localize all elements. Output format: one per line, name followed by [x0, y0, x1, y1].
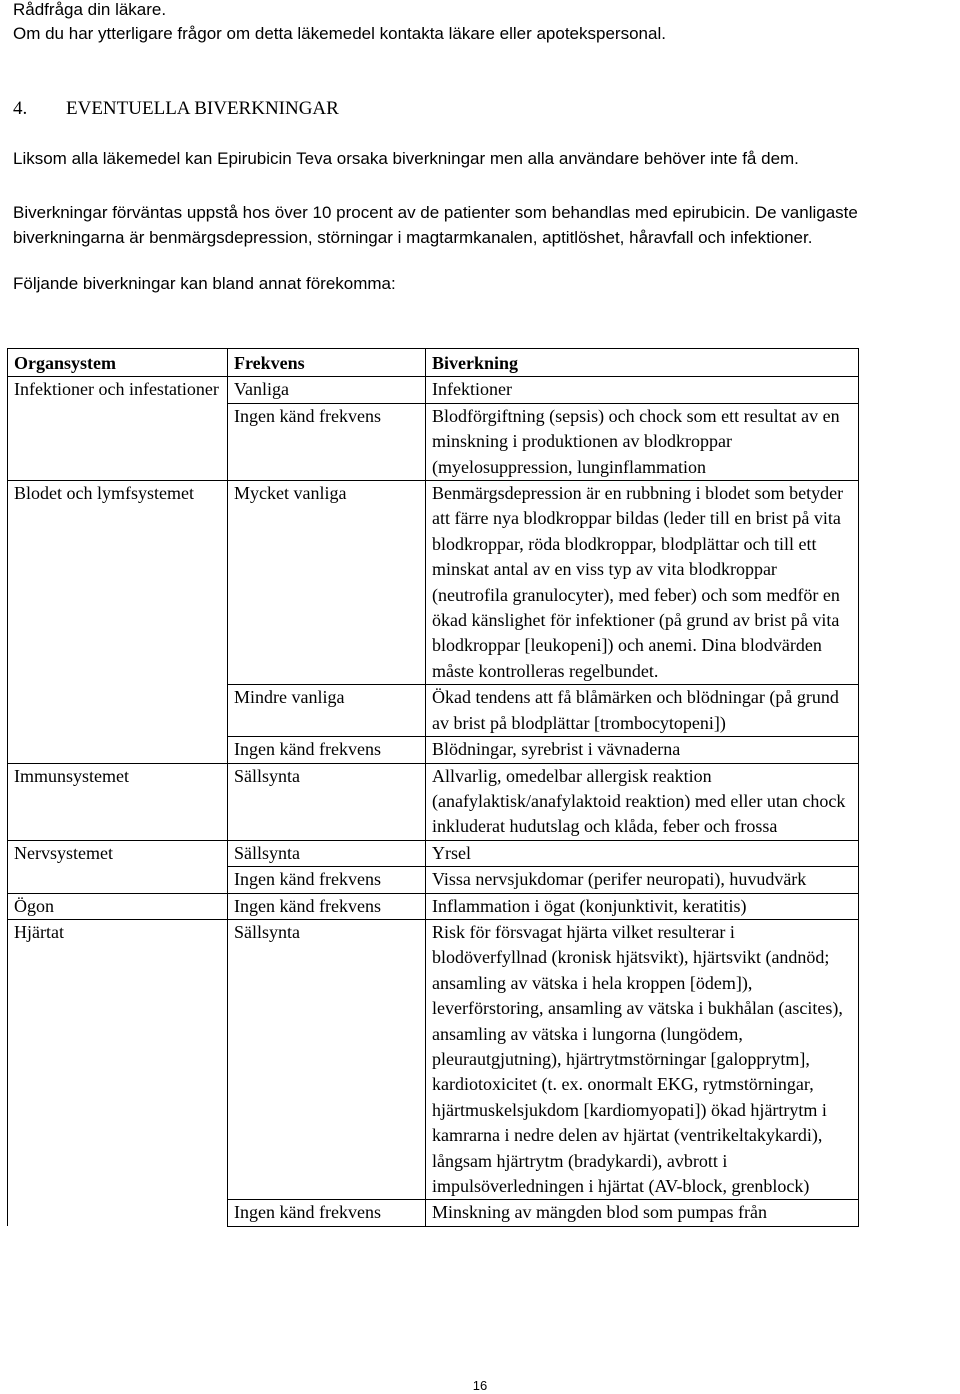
effect-cell: Inflammation i ögat (konjunktivit, keratitis) [426, 893, 859, 919]
effect-cell: Allvarlig, omedelbar allergisk reaktion (anafylaktisk/anafylaktoid reaktion) med eller utan chock inkluderat hudutslag och klåda, feber och frossa [426, 763, 859, 840]
paragraph-side-effects-general: Liksom alla läkemedel kan Epirubicin Teva orsaka biverkningar men alla användare behöver inte få dem. [13, 149, 799, 168]
effect-cell: Yrsel [426, 840, 859, 866]
organ-cell: Blodet och lymfsystemet [8, 481, 228, 763]
table-row [8, 919, 859, 1199]
frequency-cell: Ingen känd frekvens [228, 403, 426, 480]
table-row [8, 377, 859, 403]
effect-cell: Vissa nervsjukdomar (perifer neuropati), huvudvärk [426, 867, 859, 893]
paragraph-side-effects-list-intro: Följande biverkningar kan bland annat förekomma: [13, 274, 396, 293]
header-organsystem: Organsystem [8, 349, 228, 377]
effect-cell: Benmärgsdepression är en rubbning i blodet som betyder att färre nya blodkroppar bildas (leder till en brist på vita blodkroppar, röda blodkroppar, blodplättar och till ett minskat antal av en viss typ av vita blodkroppar (neutrofila granulocyter), med feber) och som medför en ökad känslighet för infektioner (på grund av brist på vita blodkroppar [leukopeni]) och anemi. Dina blodvärden måste kontrolleras regelbundet. [426, 481, 859, 685]
table-row [8, 481, 859, 685]
frequency-cell: Sällsynta [228, 919, 426, 1199]
section-heading [13, 98, 339, 120]
effect-cell: Minskning av mängden blod som pumpas från [426, 1200, 859, 1226]
page-number: 16 [472, 1378, 488, 1393]
organ-cell: Hjärtat [8, 919, 228, 1226]
section-title: EVENTUELLA BIVERKNINGAR [66, 98, 339, 119]
organ-cell: Immunsystemet [8, 763, 228, 840]
table-row [8, 840, 859, 866]
organ-cell: Ögon [8, 893, 228, 919]
section-number: 4. [13, 98, 28, 119]
frequency-cell: Mycket vanliga [228, 481, 426, 685]
organ-cell: Nervsystemet [8, 840, 228, 893]
header-frekvens: Frekvens [228, 349, 426, 377]
frequency-cell: Ingen känd frekvens [228, 893, 426, 919]
table-header-row [8, 349, 859, 377]
frequency-cell: Ingen känd frekvens [228, 867, 426, 893]
table-row [8, 893, 859, 919]
frequency-cell: Sällsynta [228, 763, 426, 840]
frequency-cell: Ingen känd frekvens [228, 1200, 426, 1226]
frequency-cell: Ingen känd frekvens [228, 737, 426, 763]
paragraph-side-effects-frequency: Biverkningar förväntas uppstå hos över 10 procent av de patienter som behandlas med epirubicin. De vanligaste biverkningarna är benmärgsdepression, störningar i magtarmkanalen, aptitlöshet, håravfall och infektioner. [13, 203, 858, 247]
intro-line-1: Rådfråga din läkare. [13, 0, 167, 19]
frequency-cell: Vanliga [228, 377, 426, 403]
organ-cell: Infektioner och infestationer [8, 377, 228, 481]
header-biverkning: Biverkning [426, 349, 859, 377]
effect-cell: Blödningar, syrebrist i vävnaderna [426, 737, 859, 763]
side-effects-table [7, 348, 859, 1227]
frequency-cell: Sällsynta [228, 840, 426, 866]
effect-cell: Ökad tendens att få blåmärken och blödningar (på grund av brist på blodplättar [trombocytopeni]) [426, 685, 859, 737]
effect-cell: Blodförgiftning (sepsis) och chock som ett resultat av en minskning i produktionen av blodkroppar (myelosuppression, lunginflammation [426, 403, 859, 480]
intro-line-2: Om du har ytterligare frågor om detta läkemedel kontakta läkare eller apotekspersonal. [13, 24, 666, 43]
table-row [8, 763, 859, 840]
effect-cell: Infektioner [426, 377, 859, 403]
frequency-cell: Mindre vanliga [228, 685, 426, 737]
effect-cell: Risk för försvagat hjärta vilket resulterar i blodöverfyllnad (kronisk hjätsvikt), hjärtsvikt (andnöd; ansamling av vätska i hela kroppen [ödem]), leverförstoring, ansamling av vätska i bukhålan (ascites), ansamling av vätska i lungorna (lungödem, pleurautgjutning), hjärtrytmstörningar [galopprytm], kardiotoxicitet (t. ex. onormalt EKG, rytmstörningar, hjärtmuskelsjukdom [kardiomyopati]) ökad hjärtrytm i kamrarna i nedre delen av hjärtat (ventrikeltakykardi), långsam hjärtrytm (bradykardi), avbrott i impulsöverledningen i hjärtat (AV-block, grenblock) [426, 919, 859, 1199]
